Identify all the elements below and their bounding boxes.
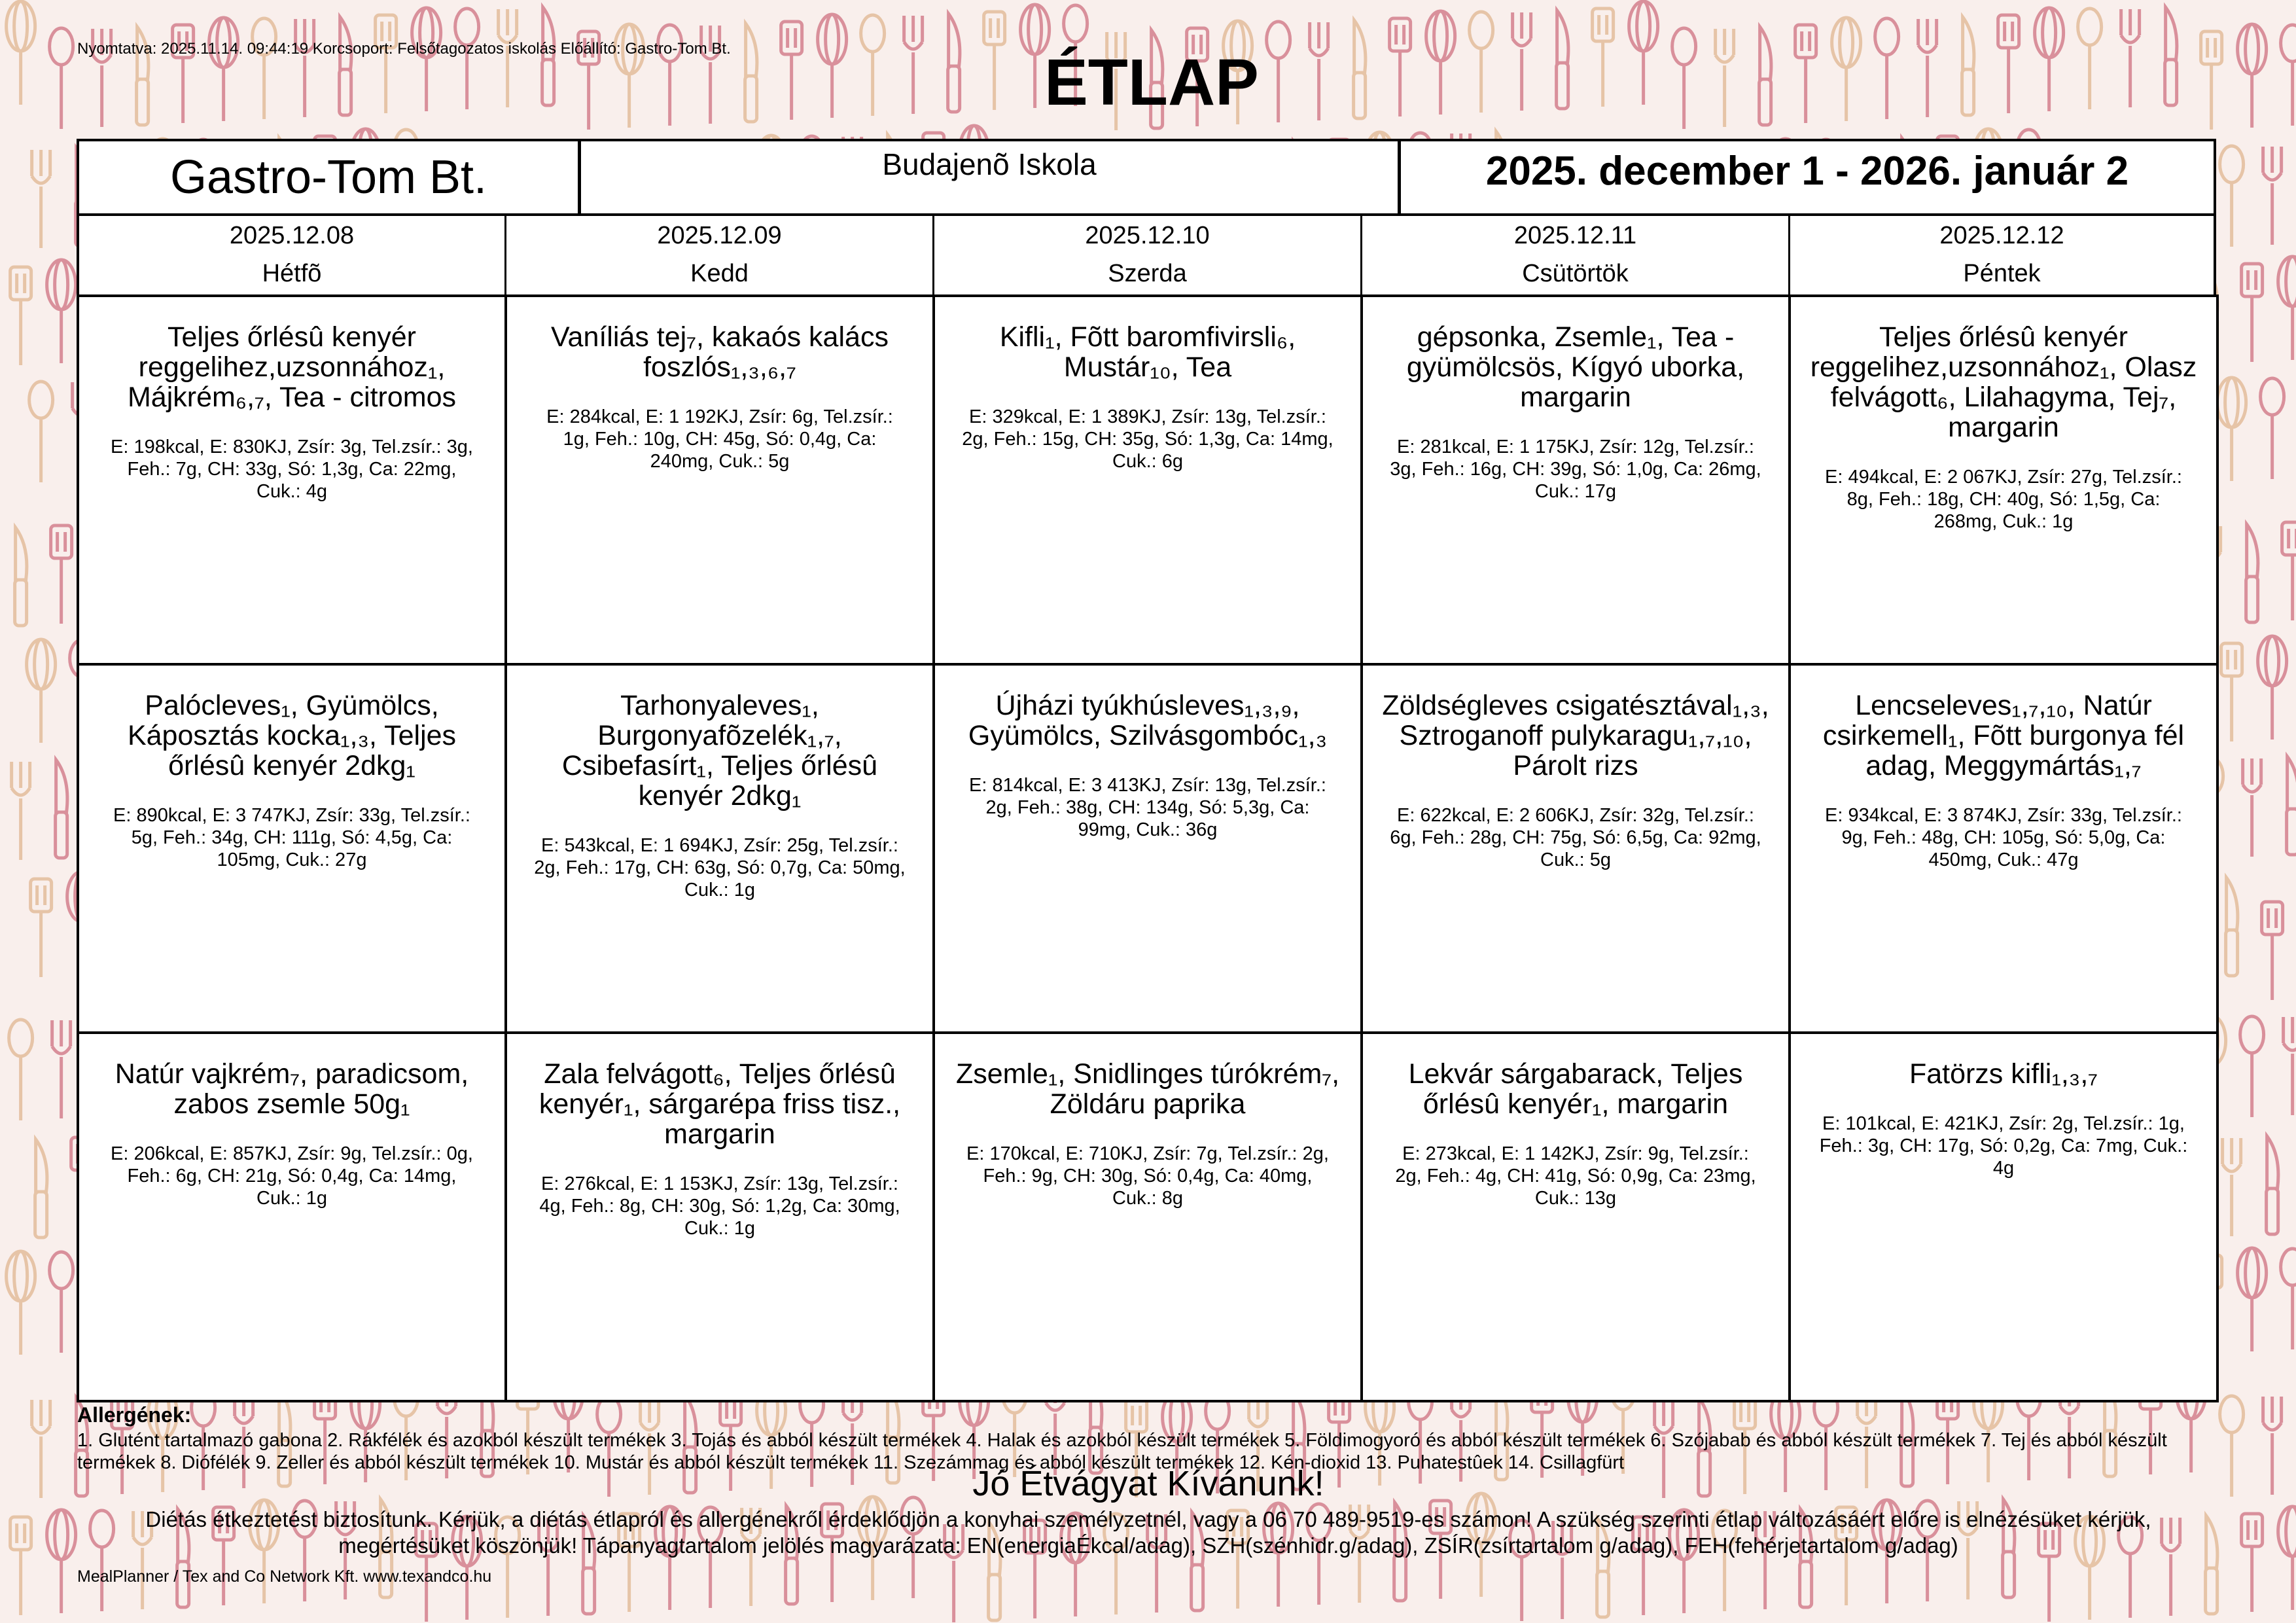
footer-credit: MealPlanner / Tex and Co Network Kft. www.texandco.hu (77, 1567, 492, 1586)
day-header (504, 216, 932, 294)
meal-nutrition: E: 276kcal, E: 1 153KJ, Zsír: 13g, Tel.zsír.: 4g, Feh.: 8g, CH: 30g, Só: 1,2g, Ca: 30mg, Cuk.: 1g (539, 1173, 900, 1239)
day-name: Péntek (1963, 260, 2041, 287)
meal-cell (1788, 294, 2219, 666)
meal-items: Fatörzs kifli₁,₃,₇ (1909, 1058, 2098, 1090)
meal-nutrition: E: 101kcal, E: 421KJ, Zsír: 2g, Tel.zsír.: 1g, Feh.: 3g, CH: 17g, Só: 0,2g, Ca: 7mg, Cuk.: 4g (1819, 1113, 2188, 1179)
meal-cell (1788, 663, 2219, 1034)
page-title: ÉTLAP (1044, 46, 1259, 119)
meal-items: Natúr vajkrém₇, paradicsom, zabos zsemle 50g₁ (115, 1058, 469, 1120)
meal-nutrition: E: 281kcal, E: 1 175KJ, Zsír: 12g, Tel.zsír.: 3g, Feh.: 16g, CH: 39g, Só: 1,0g, Ca: 26mg, Cuk.: 17g (1390, 437, 1761, 502)
meal-nutrition: E: 206kcal, E: 857KJ, Zsír: 9g, Tel.zsír.: 0g, Feh.: 6g, CH: 21g, Só: 0,4g, Ca: 14mg, Cuk.: 1g (111, 1143, 473, 1209)
meal-items: gépsonka, Zsemle₁, Tea - gyümölcsös, Kígyó uborka, margarin (1406, 321, 1745, 413)
meal-cell (77, 1031, 507, 1402)
day-header (1788, 216, 2216, 294)
day-header (932, 216, 1360, 294)
day-date: 2025.12.12 (1939, 222, 2064, 249)
meal-nutrition: E: 284kcal, E: 1 192KJ, Zsír: 6g, Tel.zsír.: 1g, Feh.: 10g, CH: 45g, Só: 0,4g, Ca: 240mg, Cuk.: 5g (546, 406, 893, 472)
meal-nutrition: E: 934kcal, E: 3 874KJ, Zsír: 33g, Tel.zsír.: 9g, Feh.: 48g, CH: 105g, Só: 5,0g, Ca: 450mg, Cuk.: 47g (1825, 805, 2182, 870)
day-header (77, 216, 504, 294)
meal-cell (1360, 663, 1791, 1034)
meal-cell (77, 663, 507, 1034)
meal-cell (504, 663, 935, 1034)
meal-cell (932, 663, 1363, 1034)
print-info: Nyomtatva: 2025.11.14. 09:44:19 Korcsoport: Felsőtagozatos iskolás Előállító: Gastro-Tom Bt. (77, 40, 731, 58)
day-header (1360, 216, 1788, 294)
meal-cell (77, 294, 507, 666)
meal-cell (1360, 294, 1791, 666)
meal-cell (504, 1031, 935, 1402)
meal-cell (932, 1031, 1363, 1402)
meal-nutrition: E: 494kcal, E: 2 067KJ, Zsír: 27g, Tel.zsír.: 8g, Feh.: 18g, CH: 40g, Só: 1,5g, Ca: 268mg, Cuk.: 1g (1825, 467, 2182, 532)
meal-items: Teljes őrlésû kenyér reggelihez,uzsonnához₁, Májkrém₆,₇, Tea - citromos (127, 321, 457, 413)
day-name: Kedd (690, 260, 749, 287)
day-date: 2025.12.11 (1513, 222, 1637, 249)
meal-items: Tarhonyaleves₁, Burgonyafõzelék₁,₇, Csibefasírt₁, Teljes őrlésû kenyér 2dkg₁ (561, 690, 878, 812)
menu-grid (77, 294, 2216, 1400)
meal-nutrition: E: 543kcal, E: 1 694KJ, Zsír: 25g, Tel.zsír.: 2g, Feh.: 17g, CH: 63g, Só: 0,7g, Ca: 50mg, Cuk.: 1g (534, 835, 906, 901)
meal-cell (932, 294, 1363, 666)
meal-cell (1788, 1031, 2219, 1402)
day-date: 2025.12.08 (229, 222, 355, 249)
meal-cell (1360, 1031, 1791, 1402)
meal-items: Újházi tyúkhúsleves₁,₃,₉, Gyümölcs, Szilvásgombóc₁,₃ (968, 690, 1328, 751)
meal-items: Zala felvágott₆, Teljes őrlésû kenyér₁, sárgarépa friss tisz., margarin (539, 1058, 901, 1150)
meal-items: Zöldségleves csigatésztával₁,₃, Sztroganoff pulykaragu₁,₇,₁₀, Párolt rizs (1382, 690, 1769, 781)
meal-items: Vaníliás tej₇, kakaós kalács foszlós₁,₃,₆,₇ (551, 321, 889, 383)
day-date: 2025.12.09 (657, 222, 782, 249)
meal-nutrition: E: 814kcal, E: 3 413KJ, Zsír: 13g, Tel.zsír.: 2g, Feh.: 38g, CH: 134g, Só: 5,3g, Ca: 99mg, Cuk.: 36g (969, 775, 1326, 840)
company-name: Gastro-Tom Bt. (169, 151, 487, 204)
meal-items: Lencseleves₁,₇,₁₀, Natúr csirkemell₁, Fõtt burgonya fél adag, Meggymártás₁,₇ (1822, 690, 2185, 781)
meal-nutrition: E: 273kcal, E: 1 142KJ, Zsír: 9g, Tel.zsír.: 2g, Feh.: 4g, CH: 41g, Só: 0,9g, Ca: 23mg, Cuk.: 13g (1395, 1143, 1756, 1209)
header-school: Budajenõ Iskola (578, 139, 1400, 216)
meal-items: Palócleves₁, Gyümölcs, Káposztás kocka₁,₃, Teljes őrlésû kenyér 2dkg₁ (127, 690, 457, 781)
day-name: Szerda (1108, 260, 1187, 287)
meal-items: Lekvár sárgabarack, Teljes őrlésû kenyér₁, margarin (1408, 1058, 1743, 1120)
meal-nutrition: E: 198kcal, E: 830KJ, Zsír: 3g, Tel.zsír.: 3g, Feh.: 7g, CH: 33g, Só: 1,3g, Ca: 22mg, Cuk.: 4g (111, 437, 473, 502)
meal-items: Teljes őrlésû kenyér reggelihez,uzsonnához₁, Olasz felvágott₆, Lilahagyma, Tej₇, margarin (1810, 321, 2197, 443)
meal-nutrition: E: 890kcal, E: 3 747KJ, Zsír: 33g, Tel.zsír.: 5g, Feh.: 34g, CH: 111g, Só: 4,5g, Ca: 105mg, Cuk.: 27g (113, 805, 470, 870)
meal-cell (504, 294, 935, 666)
allergens-title: Allergének: (77, 1403, 192, 1427)
meal-nutrition: E: 622kcal, E: 2 606KJ, Zsír: 32g, Tel.zsír.: 6g, Feh.: 28g, CH: 75g, Só: 6,5g, Ca: 92mg, Cuk.: 5g (1390, 805, 1761, 870)
day-name: Csütörtök (1522, 260, 1629, 287)
diet-note: Diétás étkeztetést biztosítunk. Kérjük, a diétás étlapról és allergénekről érdeklődjön a konyhai személyzetnél, vagy a 06 70 489-9519-es számon! A szükség szerinti étlap változásáért előre is elnézésüket kérjük, megértésüket köszönjük! Tápanyagtartalom jelölés magyarázata: EN(energiaÉkcal/adag), SZH(szénhidr.g/adag), ZSÍR(zsírtartalom g/adag), FEH(fehérjetartalom g/adag) (145, 1507, 2151, 1558)
meal-items: Zsemle₁, Snidlinges túrókrém₇, Zöldáru paprika (955, 1058, 1340, 1120)
meal-nutrition: E: 329kcal, E: 1 389KJ, Zsír: 13g, Tel.zsír.: 2g, Feh.: 15g, CH: 35g, Só: 1,3g, Ca: 14mg, Cuk.: 6g (962, 406, 1333, 472)
header-company (77, 139, 580, 216)
bon-appetit-text: Jó Étvágyat Kívánunk! (972, 1464, 1324, 1503)
day-name: Hétfõ (262, 260, 322, 287)
meal-items: Kifli₁, Fõtt baromfivirsli₆, Mustár₁₀, Tea (999, 321, 1296, 383)
header-date-range: 2025. december 1 - 2026. január 2 (1398, 139, 2216, 216)
meal-nutrition: E: 170kcal, E: 710KJ, Zsír: 7g, Tel.zsír.: 2g, Feh.: 9g, CH: 30g, Só: 0,4g, Ca: 40mg, Cuk.: 8g (966, 1143, 1329, 1209)
allergens-list: 1. Glutént tartalmazó gabona 2. Rákfélék és azokból készült termékek 3. Tojás és abból készült termékek 4. Halak és azokból készült termékek 5. Földimogyoró és abból készült termékek 6. Szójabab és abból készült termékek 7. Tej és abból készült termékek 8. Diófélék 9. Zeller és abból készült termékek 10. Mustár és abból készült termékek 11. Szezámmag és abból készült termékek 12. Kén-dioxid 13. Puhatestûek 14. Csillagfürt (77, 1430, 2167, 1473)
day-date: 2025.12.10 (1085, 222, 1210, 249)
